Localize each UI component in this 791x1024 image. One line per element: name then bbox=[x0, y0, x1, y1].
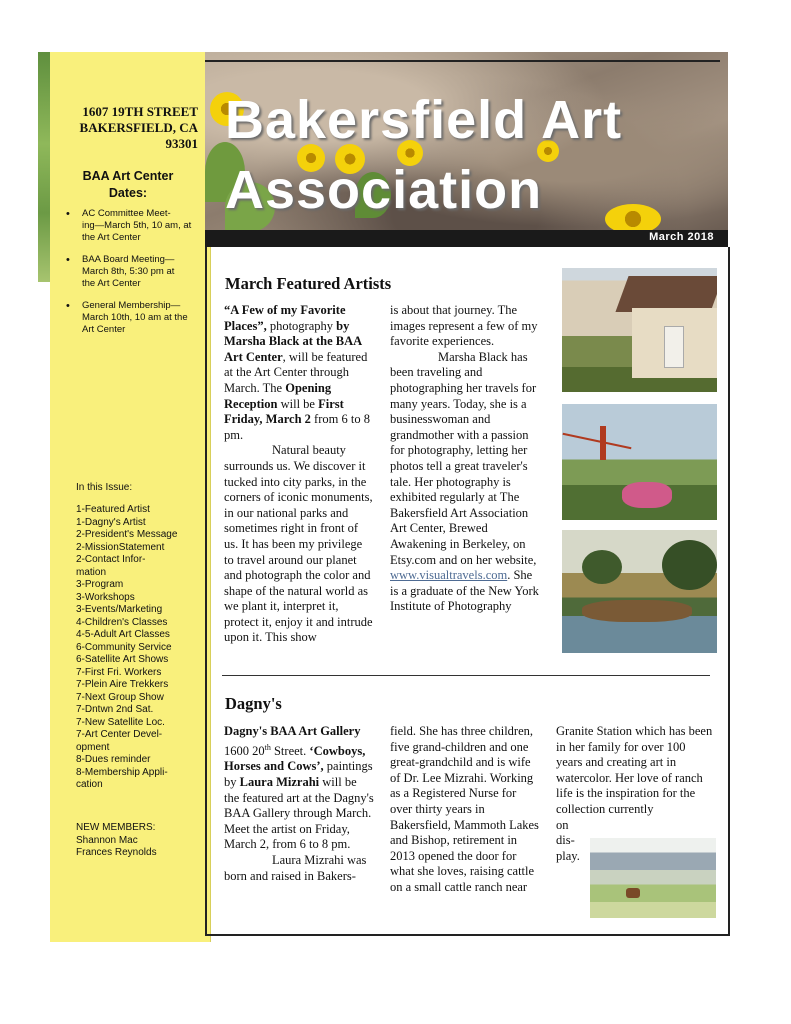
artist-name: Laura Mizrahi bbox=[239, 774, 320, 789]
list-item: cation bbox=[76, 779, 103, 790]
list-item: 2-President's Message bbox=[76, 529, 178, 540]
flower-decoration bbox=[605, 204, 661, 230]
masthead-title-line2: Association bbox=[225, 160, 543, 220]
list-item: 8-Membership Appli- bbox=[76, 766, 168, 778]
bullet-icon: • bbox=[66, 208, 70, 220]
list-item: 6-Community Service bbox=[76, 641, 172, 653]
list-item: 7-New Satellite Loc. bbox=[76, 716, 165, 728]
in-this-issue-heading: In this Issue: bbox=[76, 482, 133, 493]
list-item: Frances Reynolds bbox=[76, 847, 157, 858]
list-item: 4-5-Adult Art Classes bbox=[76, 629, 170, 640]
list-item: • General Membership— March 10th, 10 am at the Art Center bbox=[66, 300, 188, 335]
list-item: Shannon Mac bbox=[76, 834, 138, 846]
list-item: mation bbox=[76, 566, 107, 578]
list-item: 7-Dntwn 2nd Sat. bbox=[76, 704, 154, 715]
featured-artists-heading: March Featured Artists bbox=[225, 274, 392, 293]
list-item: opment bbox=[76, 741, 110, 753]
masthead-title-line1: Bakersfield Art bbox=[225, 90, 623, 150]
list-item: 3-Events/Marketing bbox=[76, 604, 163, 615]
featured-column-1: “A Few of my Favorite Places”, photography by Marsha Black at the BAA Art Center, will be featured at the Art Center through March. The Opening Reception will be First Friday, March 2 from 6 to 8 pm. Natural beauty surrounds us. We discover it tucked into city parks, in the corners of iconic monuments, in our national parks and sometimes right in front of us. It has been my privilege to travel around our planet and photograph the color and shape of the natural world as we plant it, interpret it, protect it, enjoy it and intrude upon it. This show bbox=[224, 303, 373, 645]
show-title: “A Few of my Favorite Places”, bbox=[224, 303, 346, 333]
top-rule bbox=[205, 60, 720, 62]
ac-dates-title: BAA Art Center Dates: bbox=[82, 169, 174, 200]
dagnys-heading: Dagny's bbox=[225, 694, 282, 713]
list-item: 2-MissionStatement bbox=[76, 541, 165, 553]
ac-dates-list bbox=[58, 208, 204, 346]
issue-contents-list bbox=[76, 504, 206, 792]
bullet-icon: • bbox=[66, 300, 70, 312]
list-item: 7-Next Group Show bbox=[76, 691, 164, 703]
new-members-heading: NEW MEMBERS: bbox=[76, 822, 156, 833]
issue-date-bar bbox=[205, 230, 728, 247]
ranch-painting bbox=[590, 838, 716, 918]
list-item: 1-Dagny's Artist bbox=[76, 516, 146, 528]
list-item: 1-Featured Artist bbox=[76, 504, 150, 515]
issue-date: March 2018 bbox=[649, 231, 714, 243]
list-item: 6-Satellite Art Shows bbox=[76, 654, 169, 665]
artist-name: by Marsha Black at the BAA Art Center bbox=[224, 318, 362, 364]
new-members bbox=[76, 822, 206, 860]
list-item: 7-Art Center Devel- bbox=[76, 729, 163, 740]
section-divider bbox=[222, 675, 710, 676]
list-item: 7-First Fri. Workers bbox=[76, 666, 162, 678]
bullet-icon: • bbox=[66, 254, 70, 266]
list-item: 8-Dues reminder bbox=[76, 754, 151, 765]
featured-column-2: is about that journey. The images represent a few of my favorite experiences. Marsha Black has been traveling and photographing her travels for many years. Today, she is a businesswoman and grandmother with a passion for photography, letting her photos tell a great traveler's tale. Her photography is exhibited regularly at The Bakersfield Art Association Art Center, Brewed Awakening in Berkeley, on Etsy.com and on her website, www.visualtravels.com. She is a graduate of the New York Institute of Photography bbox=[390, 303, 539, 614]
list-item: 3-Workshops bbox=[76, 591, 135, 603]
mailing-address: 1607 19TH STREET BAKERSFIELD, CA 93301 bbox=[79, 104, 198, 151]
dagnys-column-2: field. She has three children, five grand-children and one great-grandchild and is wife of Dr. Lee Mizrahi. Working as a Registered Nurse for over thirty years in Bakersfield, Mammoth Lakes and Bishop, retirement in 2013 opened the door for what she loves, raising cattle on a small cattle ranch near bbox=[390, 724, 539, 894]
gallery-name: Dagny's BAA Art Gallery bbox=[224, 724, 361, 738]
show-title: ‘Cowboys, Horses and Cows’, bbox=[224, 743, 366, 774]
list-item: 2-Contact Infor- bbox=[76, 554, 146, 565]
dagnys-column-1: Dagny's BAA Art Gallery 1600 20th Street. ‘Cowboys, Horses and Cows’, paintings by Laura Mizrahi will be the featured art at the Dagny's BAA Gallery through March. Meet the artist on Friday, March 2, from 6 to 8 pm. Laura Mizrahi was born and raised in Bakers- bbox=[224, 724, 374, 883]
artist-website-link[interactable]: www.visualtravels.com bbox=[390, 568, 508, 583]
list-item: 3-Program bbox=[76, 579, 124, 590]
dagnys-column-3: Granite Station which has been in her family for over 100 years and creating art in watercolor. Her love of ranch life is the inspiration for the collection currently on dis- play. bbox=[556, 724, 713, 863]
golden-gate-photo bbox=[562, 404, 717, 520]
list-item: 7-Plein Aire Trekkers bbox=[76, 679, 169, 690]
list-item: • BAA Board Meeting— March 8th, 5:30 pm at the Art Center bbox=[66, 254, 175, 289]
list-item: • AC Committee Meet- ing—March 5th, 10 am, at the Art Center bbox=[66, 208, 192, 243]
coastline-photo bbox=[562, 530, 717, 653]
cottage-photo bbox=[562, 268, 717, 392]
masthead-banner bbox=[205, 52, 728, 230]
list-item: 4-Children's Classes bbox=[76, 616, 168, 628]
